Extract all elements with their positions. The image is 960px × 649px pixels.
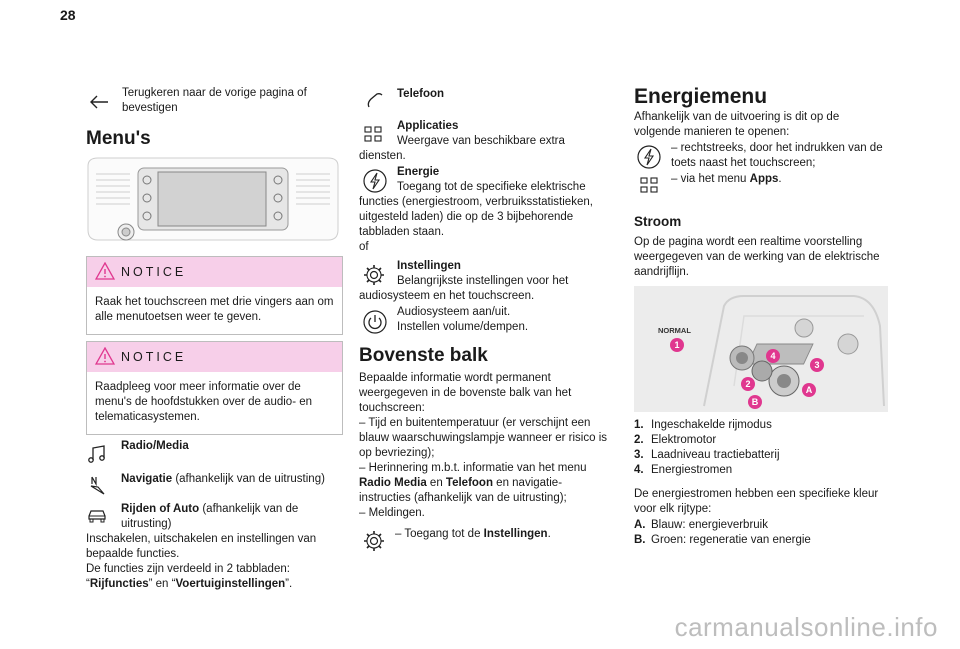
bovenste-balk-title: Bovenste balk bbox=[359, 345, 488, 366]
apps-grid-icon bbox=[362, 124, 384, 146]
energie-line4: tabbladen staan. bbox=[359, 226, 445, 238]
instellingen-line2: audiosysteem en het touchscreen. bbox=[359, 290, 535, 302]
audio-line2: Instellen volume/dempen. bbox=[397, 321, 529, 333]
applicaties-line2: diensten. bbox=[359, 150, 406, 162]
list-item: 1. Ingeschakelde rijmodus bbox=[634, 419, 772, 431]
instellingen-line1: Belangrijkste instellingen voor het bbox=[397, 275, 569, 287]
topbar-line8: Radio Media en Telefoon en navigatie- bbox=[359, 477, 563, 489]
of-text: of bbox=[359, 241, 369, 253]
phone-icon bbox=[364, 90, 386, 112]
marker-4: 4 bbox=[770, 351, 776, 361]
marker-1: 1 bbox=[674, 340, 680, 350]
touchscreen-illustration bbox=[86, 156, 340, 244]
option1-line2: toets naast het touchscreen; bbox=[671, 157, 816, 169]
rijden-tabs: “Rijfuncties” en “Voertuiginstellingen”. bbox=[86, 578, 293, 590]
normal-mode-text: NORMAL bbox=[658, 326, 691, 335]
topbar-line3: touchscreen: bbox=[359, 402, 425, 414]
stroom-title: Stroom bbox=[634, 214, 682, 229]
topbar-line9: instructies (afhankelijk van de uitrusting); bbox=[359, 492, 567, 504]
energie-line3: uitgesteld laden) die op de 3 bijbehorende bbox=[359, 211, 574, 223]
notice-body: Raadpleeg voor meer informatie over de menu's de hoofdstukken over de audio- en telematicasystemen. bbox=[95, 381, 313, 423]
rijden-line2: uitrusting) bbox=[121, 518, 172, 530]
applicaties-label: Applicaties bbox=[397, 120, 459, 132]
legend-item: A. Blauw: energieverbruik bbox=[634, 519, 768, 531]
rijden-entry: Rijden of Auto (afhankelijk van de bbox=[121, 503, 299, 515]
back-description: Terugkeren naar de vorige pagina of bevestigen bbox=[122, 87, 307, 114]
apps-grid-icon bbox=[638, 175, 660, 197]
marker-a: A bbox=[805, 385, 813, 395]
menus-title: Menu's bbox=[86, 128, 151, 149]
energiemenu-title: Energiemenu bbox=[634, 85, 768, 108]
list-item: 4. Energiestromen bbox=[634, 464, 733, 476]
energie-line1: Toegang tot de specifieke elektrische bbox=[397, 181, 586, 193]
marker-3: 3 bbox=[814, 360, 820, 370]
radio-media-label: Radio/Media bbox=[121, 440, 189, 452]
topbar-line5: blauw waarschuwingslampje wanneer er risico is bbox=[359, 432, 607, 444]
audio-line1: Audiosysteem aan/uit. bbox=[397, 306, 511, 318]
topbar-line11: – Toegang tot de Instellingen. bbox=[395, 528, 551, 540]
option1-line1: – rechtstreeks, door het indrukken van de bbox=[671, 142, 883, 154]
notice-box-2 bbox=[86, 341, 343, 435]
settings-gear-icon bbox=[362, 529, 386, 553]
topbar-line2: weergegeven in de bovenste balk van het bbox=[359, 387, 572, 399]
energy-lightning-icon bbox=[636, 144, 662, 170]
topbar-line7: – Herinnering m.b.t. informatie van het menu bbox=[359, 462, 587, 474]
topbar-line6: op bevriezing); bbox=[359, 447, 435, 459]
energy-flow-illustration bbox=[634, 286, 888, 412]
topbar-line4: – Tijd en buitentemperatuur (er verschijnt een bbox=[359, 417, 591, 429]
energiemenu-p1-line1: Afhankelijk van de uitvoering is dit op de bbox=[634, 111, 840, 123]
rijden-line4: bepaalde functies. bbox=[86, 548, 180, 560]
settings-gear-icon bbox=[362, 263, 386, 287]
energie-label: Energie bbox=[397, 166, 440, 178]
marker-b: B bbox=[751, 397, 759, 407]
instellingen-label: Instellingen bbox=[397, 260, 461, 272]
colors-line1: De energiestromen hebben een specifieke kleur bbox=[634, 488, 879, 500]
power-icon bbox=[362, 309, 388, 335]
option2: – via het menu Apps. bbox=[671, 173, 782, 185]
car-icon bbox=[86, 505, 108, 527]
telefoon-label: Telefoon bbox=[397, 88, 445, 100]
rijden-line5: De functies zijn verdeeld in 2 tabbladen: bbox=[86, 563, 290, 575]
notice-box-1 bbox=[86, 256, 343, 335]
list-item: 2. Elektromotor bbox=[634, 434, 717, 446]
topbar-line1: Bepaalde informatie wordt permanent bbox=[359, 372, 551, 384]
legend-item: B. Groen: regeneratie van energie bbox=[634, 534, 811, 546]
arrow-left-icon bbox=[88, 91, 110, 113]
energie-line2: functies (energiestroom, verbruiksstatistieken, bbox=[359, 196, 593, 208]
warning-icon bbox=[95, 347, 115, 370]
navigatie-entry: Navigatie (afhankelijk van de uitrusting) bbox=[121, 473, 325, 485]
list-item: 3. Laadniveau tractiebatterij bbox=[634, 449, 780, 461]
energy-lightning-icon bbox=[362, 168, 388, 194]
energiemenu-p1-line2: volgende manieren te openen: bbox=[634, 126, 790, 138]
stroom-line2: weergegeven van de werking van de elektrische bbox=[634, 251, 880, 263]
topbar-line10: – Meldingen. bbox=[359, 507, 425, 519]
watermark: carmanualsonline.info bbox=[674, 612, 938, 642]
warning-icon bbox=[95, 262, 115, 285]
notice-title: NOTICE bbox=[121, 265, 187, 279]
notice-body: Raak het touchscreen met drie vingers aan om alle menutoetsen weer te geven. bbox=[95, 296, 334, 323]
page-number: 28 bbox=[60, 7, 76, 23]
navigation-icon bbox=[86, 474, 108, 496]
notice-header bbox=[87, 257, 342, 287]
rijden-line3: Inschakelen, uitschakelen en instellingen van bbox=[86, 533, 317, 545]
notice-title: NOTICE bbox=[121, 350, 187, 364]
applicaties-line1: Weergave van beschikbare extra bbox=[397, 135, 565, 147]
marker-2: 2 bbox=[745, 379, 751, 389]
notice-header bbox=[87, 342, 342, 372]
stroom-line1: Op de pagina wordt een realtime voorstelling bbox=[634, 236, 863, 248]
stroom-line3: aandrijflijn. bbox=[634, 266, 689, 278]
music-note-icon bbox=[86, 443, 108, 465]
colors-line2: voor elk rijtype: bbox=[634, 503, 712, 515]
